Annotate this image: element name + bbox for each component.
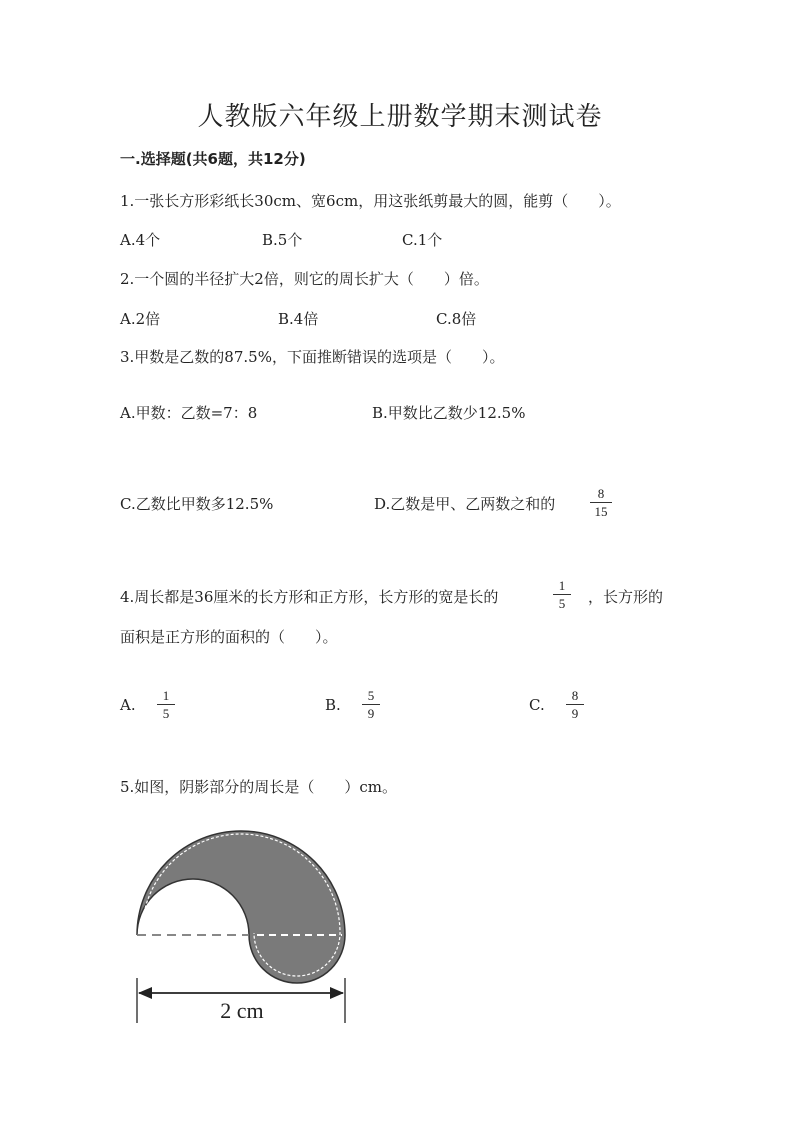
- fraction-numerator: 5: [367, 688, 375, 703]
- shaded-region: [137, 831, 345, 983]
- fraction-denominator: 5: [558, 596, 566, 611]
- q2-option-c: C.8倍: [436, 310, 477, 328]
- q3-option-b: B.甲数比乙数少12.5%: [372, 404, 526, 422]
- fraction-denominator: 9: [367, 706, 375, 721]
- fraction-denominator: 9: [571, 706, 579, 721]
- q4-option-a-label: A.: [120, 696, 136, 714]
- q3-option-c: C.乙数比甲数多12.5%: [120, 495, 274, 513]
- q2-option-b: B.4倍: [278, 310, 319, 328]
- fraction-numerator: 8: [571, 688, 579, 703]
- q4-option-c-label: C.: [529, 696, 545, 714]
- fraction-bar: [553, 594, 571, 595]
- q4-option-b-fraction: [362, 688, 380, 721]
- fraction-bar: [362, 704, 380, 705]
- q1-option-b: B.5个: [262, 231, 303, 249]
- fraction-numerator: 1: [558, 578, 566, 593]
- fraction-bar: [590, 502, 612, 503]
- fraction-numerator: 8: [597, 486, 605, 501]
- question-4-line1-end: ，长方形的: [588, 588, 664, 606]
- question-4-line1: 4.周长都是36厘米的长方形和正方形，长方形的宽是长的: [120, 588, 499, 606]
- question-5: 5.如图，阴影部分的周长是（ ）cm。: [120, 778, 397, 796]
- q3-option-d: D.乙数是甲、乙两数之和的: [374, 495, 556, 513]
- question-2: 2.一个圆的半径扩大2倍，则它的周长扩大（ ）倍。: [120, 270, 489, 288]
- question-3: 3.甲数是乙数的87.5%，下面推断错误的选项是（ ）。: [120, 348, 505, 366]
- q4-option-a-fraction: [157, 688, 175, 721]
- dimension-label: 2 cm: [220, 998, 264, 1023]
- fraction-denominator: 5: [162, 706, 170, 721]
- q5-figure: [120, 820, 370, 1035]
- arrow-left: [138, 987, 152, 999]
- page-title: 人教版六年级上册数学期末测试卷: [197, 102, 603, 132]
- q4-option-b-label: B.: [325, 696, 341, 714]
- section-heading: 一.选择题(共6题，共12分): [120, 150, 306, 168]
- q4-fraction: [553, 578, 571, 611]
- question-4-line2: 面积是正方形的面积的（ ）。: [120, 628, 338, 646]
- q1-option-a: A.4个: [120, 231, 161, 249]
- fraction-bar: [566, 704, 584, 705]
- q3-option-a: A.甲数：乙数=7：8: [120, 404, 258, 422]
- fraction-bar: [157, 704, 175, 705]
- q1-option-c: C.1个: [402, 231, 443, 249]
- q4-option-c-fraction: [566, 688, 584, 721]
- arrow-right: [330, 987, 344, 999]
- q3-d-fraction: [590, 486, 612, 519]
- question-1: 1.一张长方形彩纸长30cm、宽6cm，用这张纸剪最大的圆，能剪（ ）。: [120, 192, 621, 210]
- fraction-numerator: 1: [162, 688, 170, 703]
- q2-option-a: A.2倍: [120, 310, 161, 328]
- fraction-denominator: 15: [594, 504, 608, 519]
